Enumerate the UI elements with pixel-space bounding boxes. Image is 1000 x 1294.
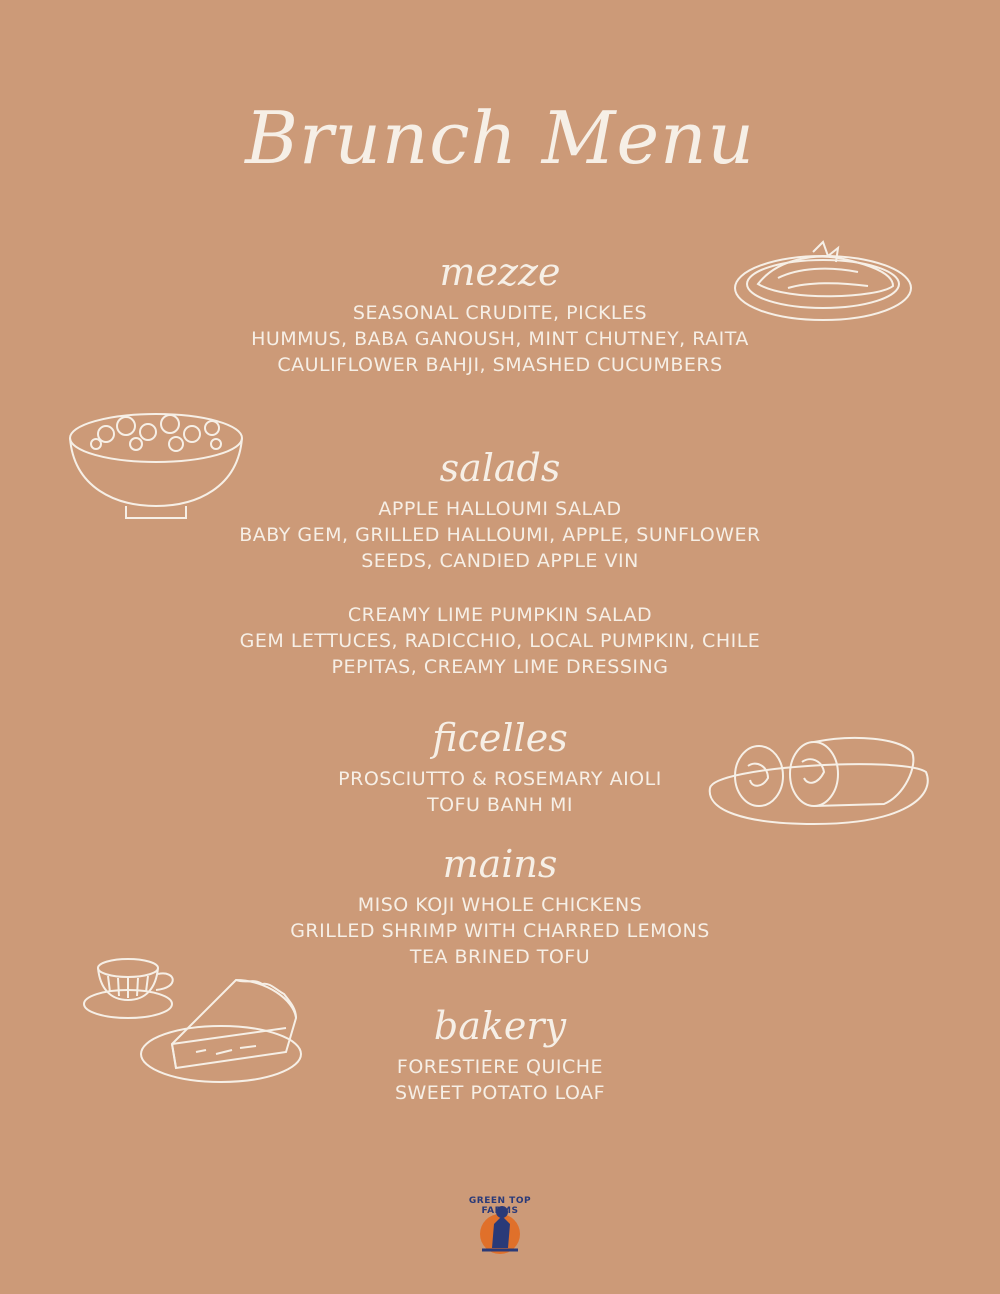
section-heading-mezze: mezze: [439, 250, 561, 294]
section-heading-bakery: bakery: [433, 1004, 567, 1048]
section-mains: [0, 842, 1000, 970]
menu-item: SWEET POTATO LOAF: [394, 1082, 606, 1104]
section-heading-mains: mains: [442, 842, 558, 886]
menu-item: CAULIFLOWER BAHJI, SMASHED CUCUMBERS: [277, 354, 723, 376]
menu-item: CREAMY LIME PUMPKIN SALAD: [347, 604, 653, 626]
pie-slice-icon: [136, 972, 306, 1087]
menu-item: SEEDS, CANDIED APPLE VIN: [361, 550, 639, 572]
menu-item: FORESTIERE QUICHE: [396, 1056, 604, 1078]
menu-title: Brunch Menu: [245, 96, 755, 180]
menu-item: HUMMUS, BABA GANOUSH, MINT CHUTNEY, RAITA: [251, 328, 749, 350]
logo-text: GREEN TOP FARMS: [468, 1196, 532, 1216]
section-heading-salads: salads: [439, 446, 561, 490]
section-heading-ficelles: ficelles: [432, 716, 568, 760]
hummus-plate-icon: [728, 238, 918, 328]
menu-item: PROSCIUTTO & ROSEMARY AIOLI: [338, 768, 662, 790]
menu-item: SEASONAL CRUDITE, PICKLES: [352, 302, 648, 324]
menu-item: BABY GEM, GRILLED HALLOUMI, APPLE, SUNFLOWER: [239, 524, 761, 546]
salad-bowl-icon: [66, 408, 246, 523]
menu-item: PEPITAS, CREAMY LIME DRESSING: [331, 656, 669, 678]
menu-item: TOFU BANH MI: [426, 794, 573, 816]
menu-item: MISO KOJI WHOLE CHICKENS: [357, 894, 643, 916]
menu-item: APPLE HALLOUMI SALAD: [378, 498, 622, 520]
green-top-farms-logo: [462, 1190, 538, 1266]
menu-item: GEM LETTUCES, RADICCHIO, LOCAL PUMPKIN, CHILE: [239, 630, 761, 652]
menu-item: GRILLED SHRIMP WITH CHARRED LEMONS: [290, 920, 710, 942]
wrap-plate-icon: [704, 726, 934, 831]
menu-item: TEA BRINED TOFU: [409, 946, 591, 968]
